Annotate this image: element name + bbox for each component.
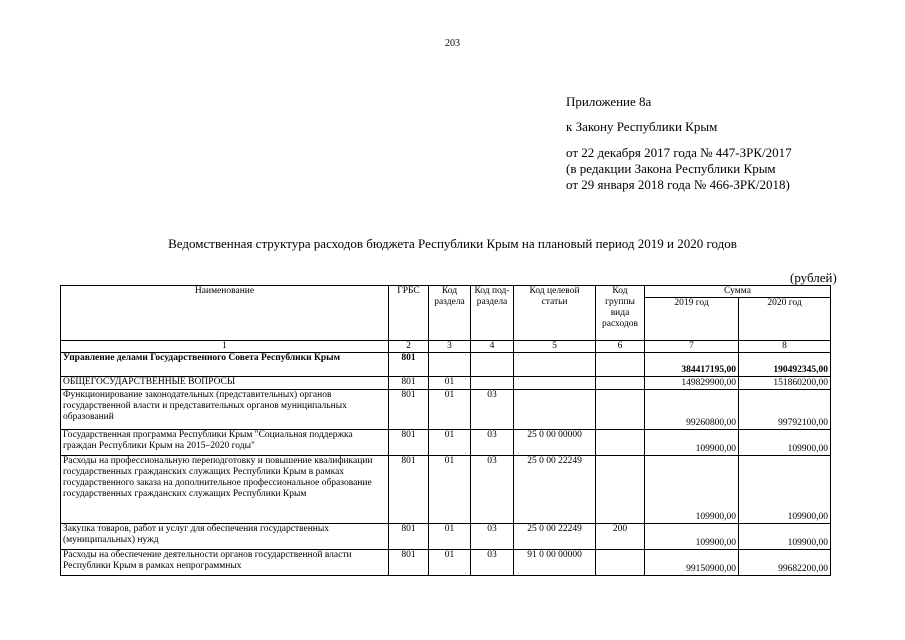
col-number: 1 xyxy=(61,341,389,353)
row-vid xyxy=(596,550,645,576)
row-grbs: 801 xyxy=(389,456,429,524)
table-row xyxy=(61,353,831,377)
row-vid xyxy=(596,353,645,377)
row-podrazdel: 03 xyxy=(471,456,514,524)
row-razdel: 01 xyxy=(429,524,471,550)
appendix-line-3: от 22 декабря 2017 года № 447-ЗРК/2017 xyxy=(566,145,792,160)
header-podrazdel: Код под-раздела xyxy=(471,286,514,341)
appendix-line-2: к Закону Республики Крым xyxy=(566,119,718,134)
row-tsel: 25 0 00 22249 xyxy=(514,524,596,550)
row-sum-2020: 109900,00 xyxy=(739,456,831,524)
row-podrazdel: 03 xyxy=(471,390,514,430)
row-grbs: 801 xyxy=(389,524,429,550)
row-grbs: 801 xyxy=(389,390,429,430)
row-sum-2019: 384417195,00 xyxy=(645,353,739,377)
col-number: 5 xyxy=(514,341,596,353)
row-vid xyxy=(596,390,645,430)
row-tsel xyxy=(514,353,596,377)
row-razdel xyxy=(429,353,471,377)
row-name: Управление делами Государственного Совета Республики Крым xyxy=(61,353,389,377)
row-name: Государственная программа Республики Крым "Социальная поддержка граждан Республики Крым на 2015–2020 годы" xyxy=(61,430,389,456)
row-razdel: 01 xyxy=(429,430,471,456)
header-vid: Код группы вида расходов xyxy=(596,286,645,341)
row-vid xyxy=(596,430,645,456)
column-number-row xyxy=(61,341,831,353)
row-grbs: 801 xyxy=(389,430,429,456)
row-sum-2020: 99792100,00 xyxy=(739,390,831,430)
table-row xyxy=(61,390,831,430)
table-row xyxy=(61,524,831,550)
row-name: Расходы на обеспечение деятельности органов государственной власти Республики Крым в рамках непрограммных xyxy=(61,550,389,576)
row-sum-2019: 109900,00 xyxy=(645,456,739,524)
table-row xyxy=(61,430,831,456)
header-summa: Сумма xyxy=(645,286,831,298)
row-podrazdel: 03 xyxy=(471,430,514,456)
row-grbs: 801 xyxy=(389,353,429,377)
col-number: 8 xyxy=(739,341,831,353)
row-name: Закупка товаров, работ и услуг для обеспечения государственных (муниципальных) нужд xyxy=(61,524,389,550)
header-2020: 2020 год xyxy=(739,298,831,341)
header-grbs: ГРБС xyxy=(389,286,429,341)
row-tsel: 25 0 00 22249 xyxy=(514,456,596,524)
table-row xyxy=(61,377,831,390)
table-row xyxy=(61,456,831,524)
row-tsel: 25 0 00 00000 xyxy=(514,430,596,456)
row-razdel: 01 xyxy=(429,377,471,390)
row-podrazdel xyxy=(471,353,514,377)
budget-table xyxy=(60,285,831,576)
row-grbs: 801 xyxy=(389,550,429,576)
header-razdel: Код раздела xyxy=(429,286,471,341)
row-name: Функционирование законодательных (представительных) органов государственной власти и представительных органов муниципальных образований xyxy=(61,390,389,430)
row-vid: 200 xyxy=(596,524,645,550)
appendix-line-5: от 29 января 2018 года № 466-ЗРК/2018) xyxy=(566,177,790,192)
row-razdel: 01 xyxy=(429,550,471,576)
row-vid xyxy=(596,456,645,524)
row-vid xyxy=(596,377,645,390)
row-podrazdel: 03 xyxy=(471,524,514,550)
header-tsel: Код целевой статьи xyxy=(514,286,596,341)
row-podrazdel xyxy=(471,377,514,390)
col-number: 7 xyxy=(645,341,739,353)
table-row xyxy=(61,550,831,576)
col-number: 6 xyxy=(596,341,645,353)
col-number: 4 xyxy=(471,341,514,353)
header-name: Наименование xyxy=(61,286,389,341)
row-sum-2020: 190492345,00 xyxy=(739,353,831,377)
row-tsel xyxy=(514,390,596,430)
row-razdel: 01 xyxy=(429,390,471,430)
appendix-block xyxy=(566,94,792,193)
row-sum-2020: 151860200,00 xyxy=(739,377,831,390)
row-tsel: 91 0 00 00000 xyxy=(514,550,596,576)
row-sum-2020: 99682200,00 xyxy=(739,550,831,576)
row-name: Расходы на профессиональную переподготовку и повышение квалификации государственных гражданских служащих Республики Крым в рамках государственного заказа на дополнительное профессиональное образование государственных гражданских служащих Республики Крым xyxy=(61,456,389,524)
appendix-line-4: (в редакции Закона Республики Крым xyxy=(566,161,776,176)
row-razdel: 01 xyxy=(429,456,471,524)
row-name: ОБЩЕГОСУДАРСТВЕННЫЕ ВОПРОСЫ xyxy=(61,377,389,390)
row-sum-2020: 109900,00 xyxy=(739,524,831,550)
row-podrazdel: 03 xyxy=(471,550,514,576)
col-number: 3 xyxy=(429,341,471,353)
col-number: 2 xyxy=(389,341,429,353)
row-sum-2019: 99260800,00 xyxy=(645,390,739,430)
page-number: 203 xyxy=(445,38,460,49)
row-sum-2019: 149829900,00 xyxy=(645,377,739,390)
appendix-line-1: Приложение 8а xyxy=(566,94,652,109)
document-title: Ведомственная структура расходов бюджета Республики Крым на плановый период 2019 и 2020 годов xyxy=(168,236,737,251)
header-2019: 2019 год xyxy=(645,298,739,341)
row-sum-2020: 109900,00 xyxy=(739,430,831,456)
row-sum-2019: 99150900,00 xyxy=(645,550,739,576)
row-tsel xyxy=(514,377,596,390)
row-sum-2019: 109900,00 xyxy=(645,524,739,550)
row-sum-2019: 109900,00 xyxy=(645,430,739,456)
row-grbs: 801 xyxy=(389,377,429,390)
units-label: (рублей) xyxy=(790,270,837,285)
